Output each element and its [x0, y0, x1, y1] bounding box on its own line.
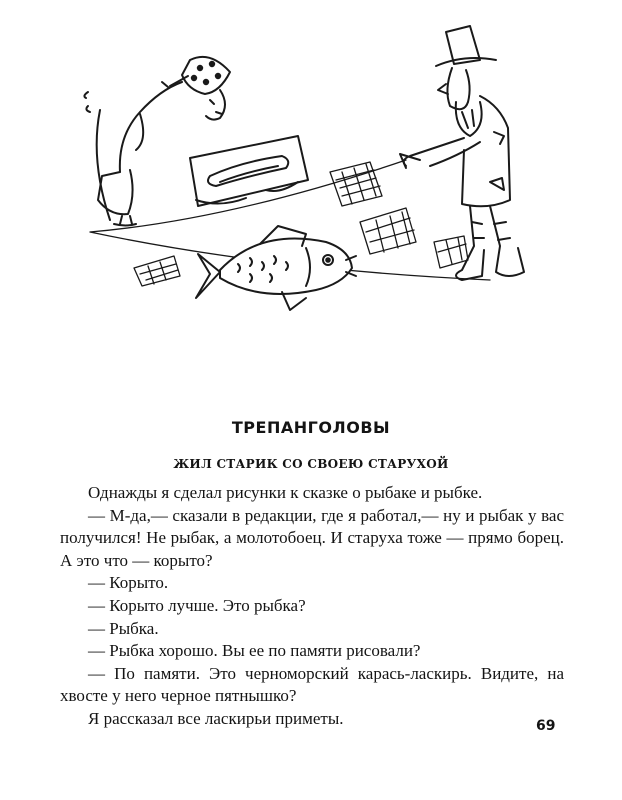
illustration-fisherman-old-woman-fish [70, 10, 550, 340]
dialog-line: — По памяти. Это черноморский карась-ласкирь. Видите, на хвосте у него черное пятнышко? [60, 663, 564, 706]
dialog-line: — Корыто лучше. Это рыбка? [88, 595, 306, 615]
chapter-title: ТРЕПАНГОЛОВЫ [231, 418, 391, 437]
section-title: ЖИЛ СТАРИК СО СВОЕЮ СТАРУХОЙ [173, 457, 449, 471]
dialog-line: — Рыбка. [88, 618, 159, 638]
dialog-line: — Корыто. [88, 573, 169, 593]
dialog-line: — М-да,— сказали в редакции, где я работал,— ну и рыбак у вас получился! Не рыбак, а молотобоец. И старуха тоже — прямо борец. А это что — корыто? [60, 505, 564, 570]
paragraph: Однажды я сделал рисунки к сказке о рыбаке и рыбке. [88, 483, 483, 502]
dialog-line: — Рыбка хорошо. Вы ее по памяти рисовали? [88, 641, 421, 661]
paragraph: Я рассказал все ласкирьи приметы. [88, 708, 344, 728]
body-text [60, 482, 564, 731]
fisherman-drawing [400, 26, 524, 280]
fish-drawing [196, 226, 356, 310]
page-number: 69 [536, 718, 556, 734]
